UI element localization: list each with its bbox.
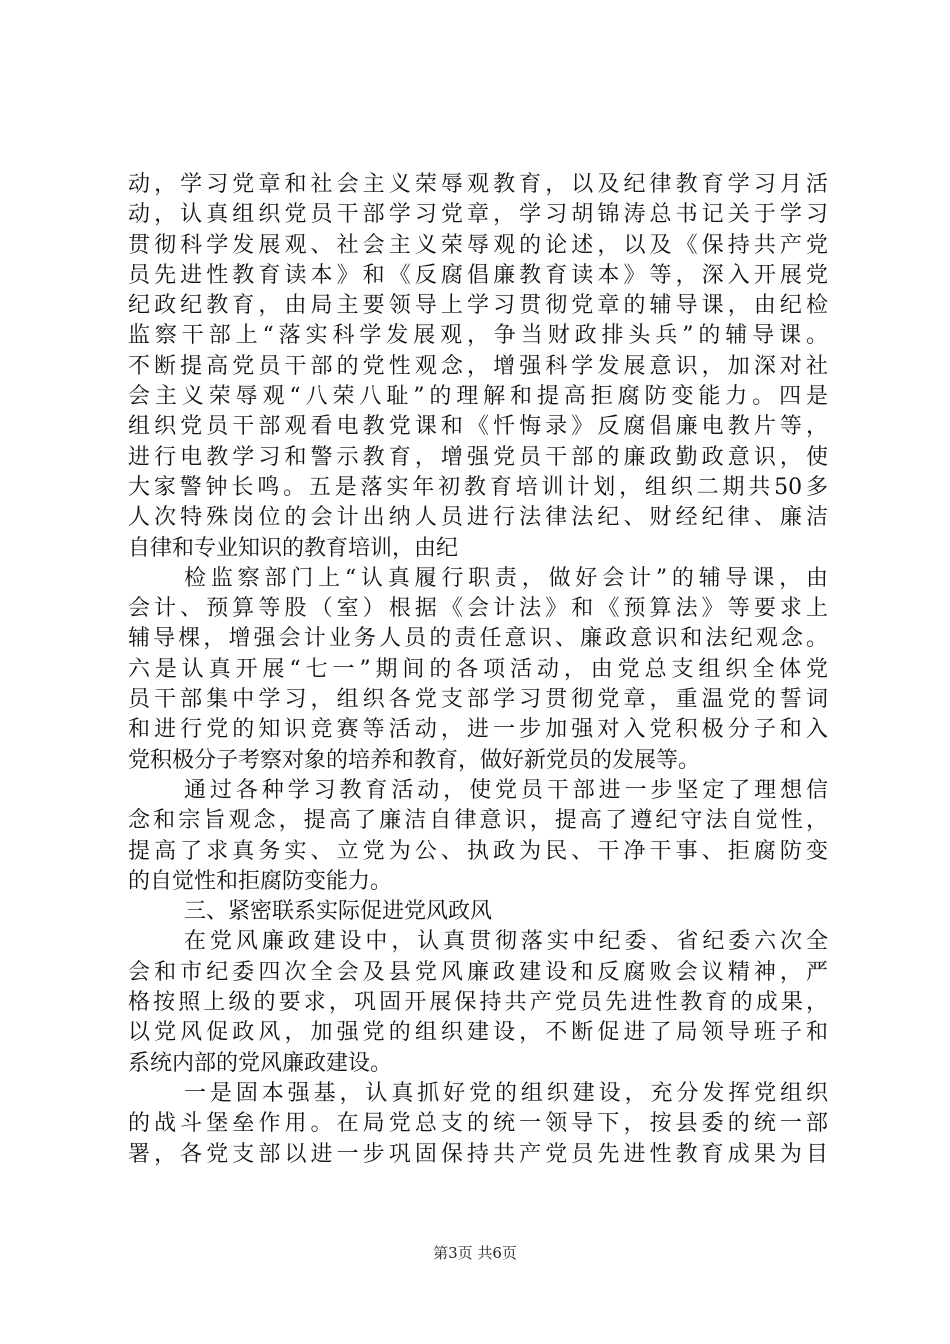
text-line: 的战斗堡垒作用。在局党总支的统一领导下，按县委的统一部 xyxy=(128,1111,828,1137)
text-line: 大家警钟长鸣。五是落实年初教育培训计划，组织二期共50多 xyxy=(128,474,828,500)
text-line: 组织党员干部观看电教党课和《忏悔录》反腐倡廉电教片等， xyxy=(128,414,828,440)
text-line: 系统内部的党风廉政建设。 xyxy=(128,1050,393,1076)
text-line: 检监察部门上“认真履行职责，做好会计”的辅导课，由 xyxy=(184,565,828,591)
text-line: 会主义荣辱观“八荣八耻”的理解和提高拒腐防变能力。四是 xyxy=(128,384,828,410)
text-line: 的自觉性和拒腐防变能力。 xyxy=(128,868,393,894)
text-line: 员先进性教育读本》和《反腐倡廉教育读本》等，深入开展党 xyxy=(128,262,828,288)
text-line: 格按照上级的要求，巩固开展保持共产党员先进性教育的成果， xyxy=(128,990,828,1016)
text-line: 和进行党的知识竞赛等活动，进一步加强对入党积极分子和入 xyxy=(128,717,828,743)
text-line: 党积极分子考察对象的培养和教育，做好新党员的发展等。 xyxy=(128,747,701,773)
text-line: 动，学习党章和社会主义荣辱观教育，以及纪律教育学习月活 xyxy=(128,172,828,197)
text-line: 监察干部上“落实科学发展观，争当财政排头兵”的辅导课。 xyxy=(128,323,828,349)
text-line: 会计、预算等股（室）根据《会计法》和《预算法》等要求上 xyxy=(128,596,828,622)
document-body xyxy=(128,170,828,1170)
text-line: 署，各党支部以进一步巩固保持共产党员先进性教育成果为目 xyxy=(128,1141,828,1167)
text-line: 一是固本强基，认真抓好党的组织建设，充分发挥党组织 xyxy=(184,1080,828,1106)
text-line: 进行电教学习和警示教育，增强党员干部的廉政勤政意识，使 xyxy=(128,444,828,470)
text-line: 人次特殊岗位的会计出纳人员进行法律法纪、财经纪律、廉洁 xyxy=(128,505,828,531)
text-line: 三、紧密联系实际促进党风政风 xyxy=(184,899,493,925)
text-line: 六是认真开展“七一”期间的各项活动，由党总支组织全体党 xyxy=(128,656,828,682)
text-line: 辅导棵，增强会计业务人员的责任意识、廉政意识和法纪观念。 xyxy=(128,626,828,652)
text-line: 贯彻科学发展观、社会主义荣辱观的论述，以及《保持共产党 xyxy=(128,232,828,258)
text-line: 动，认真组织党员干部学习党章，学习胡锦涛总书记关于学习 xyxy=(128,202,828,228)
text-line: 自律和专业知识的教育培训，由纪 xyxy=(128,535,459,561)
text-line: 员干部集中学习，组织各党支部学习贯彻党章，重温党的誓词 xyxy=(128,687,828,713)
text-line: 不断提高党员干部的党性观念，增强科学发展意识，加深对社 xyxy=(128,353,828,379)
text-line: 在党风廉政建设中，认真贯彻落实中纪委、省纪委六次全 xyxy=(184,929,828,955)
text-line: 纪政纪教育，由局主要领导上学习贯彻党章的辅导课，由纪检 xyxy=(128,293,828,319)
text-line: 会和市纪委四次全会及县党风廉政建设和反腐败会议精神，严 xyxy=(128,959,828,985)
text-line: 念和宗旨观念，提高了廉洁自律意识，提高了遵纪守法自觉性， xyxy=(128,808,828,834)
text-line: 通过各种学习教育活动，使党员干部进一步坚定了理想信 xyxy=(184,777,828,803)
page-footer: 第3页 共6页 xyxy=(433,1244,517,1262)
text-line: 以党风促政风，加强党的组织建设，不断促进了局领导班子和 xyxy=(128,1020,828,1046)
text-line: 提高了求真务实、立党为公、执政为民、干净干事、拒腐防变 xyxy=(128,838,828,864)
